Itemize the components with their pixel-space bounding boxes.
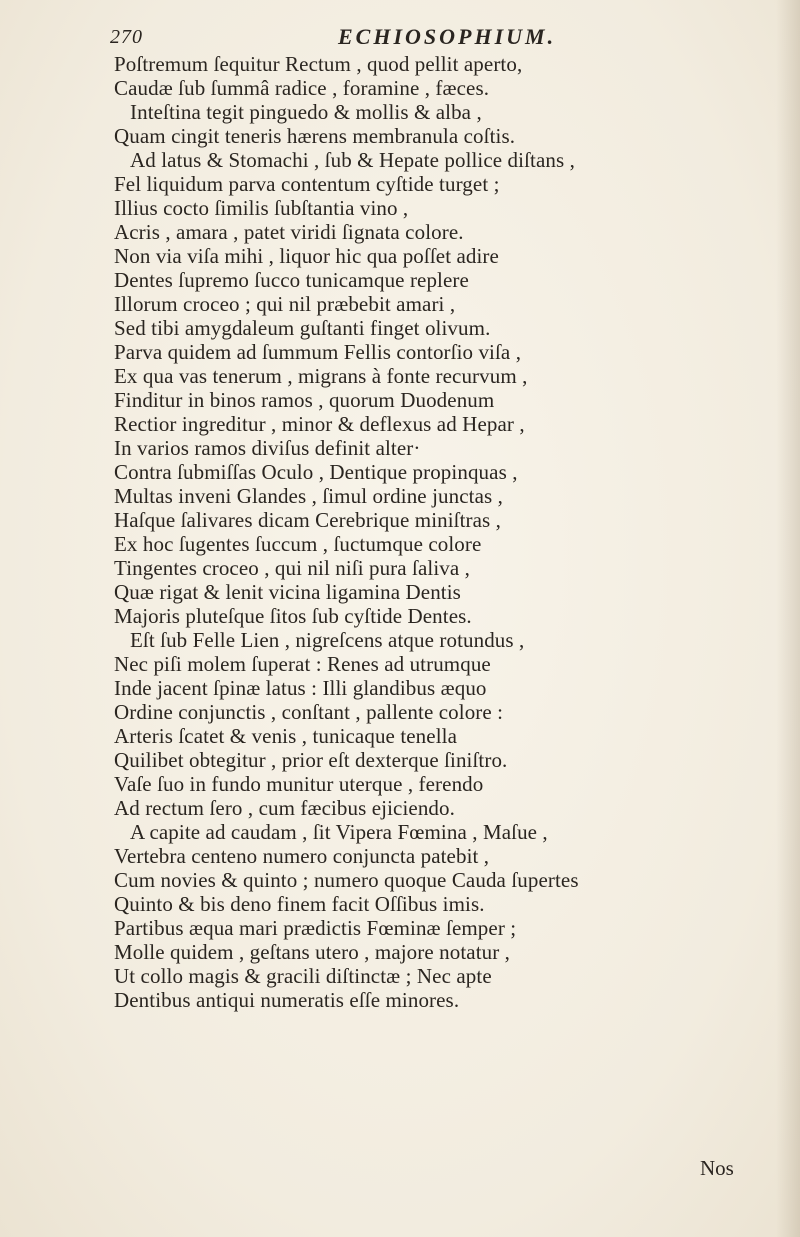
verse-line: Haſque ſalivares dicam Cerebrique miniſtras , <box>114 508 502 532</box>
verse-line: Vertebra centeno numero conjuncta patebit , <box>114 844 490 868</box>
verse-line: Eſt ſub Felle Lien , nigreſcens atque rotundus , <box>130 628 525 652</box>
verse-line: Fel liquidum parva contentum cyſtide turget ; <box>114 172 500 196</box>
verse-line: Ex hoc ſugentes ſuccum , ſuctumque colore <box>114 532 482 556</box>
page-edge-shadow <box>776 0 800 1237</box>
verse-line: Ordine conjunctis , conſtant , pallente colore : <box>114 700 504 724</box>
verse-line: Inde jacent ſpinæ latus : Illi glandibus æquo <box>114 676 487 700</box>
verse-line: Dentes ſupremo ſucco tunicamque replere <box>114 268 469 292</box>
verse-line: Multas inveni Glandes , ſimul ordine junctas , <box>114 484 503 508</box>
verse-line: Finditur in binos ramos , quorum Duodenum <box>114 388 495 412</box>
poem-body <box>96 52 776 1012</box>
verse-line: Sed tibi amygdaleum guſtanti finget olivum. <box>114 316 491 340</box>
verse-line: Acris , amara , patet viridi ſignata colore. <box>114 220 464 244</box>
page-number: 270 <box>110 26 143 48</box>
running-title: ECHIOSOPHIUM. <box>338 24 557 49</box>
verse-line: Quæ rigat & lenit vicina ligamina Dentis <box>114 580 461 604</box>
verse-line: Illorum croceo ; qui nil præbebit amari , <box>114 292 456 316</box>
verse-line: Ex qua vas tenerum , migrans à fonte recurvum , <box>114 364 528 388</box>
verse-line: Arteris ſcatet & venis , tunicaque tenella <box>114 724 457 748</box>
verse-line: Non via viſa mihi , liquor hic qua poſſet adire <box>114 244 499 268</box>
verse-line: Cum novies & quinto ; numero quoque Cauda ſupertes <box>114 868 579 892</box>
verse-line: Parva quidem ad ſummum Fellis contorſio viſa , <box>114 340 522 364</box>
verse-line: Majoris pluteſque ſitos ſub cyſtide Dentes. <box>114 604 472 628</box>
verse-line: Ad rectum ſero , cum fæcibus ejiciendo. <box>114 796 455 820</box>
verse-line: Illius cocto ſimilis ſubſtantia vino , <box>114 196 409 220</box>
catchword: Nos <box>700 1156 734 1180</box>
verse-line: Rectior ingreditur , minor & deflexus ad Hepar , <box>114 412 525 436</box>
verse-line: Contra ſubmiſſas Oculo , Dentique propinquas , <box>114 460 518 484</box>
verse-line: Tingentes croceo , qui nil niſi pura ſaliva , <box>114 556 470 580</box>
verse-line: Inteſtina tegit pinguedo & mollis & alba , <box>130 100 482 124</box>
verse-line: Molle quidem , geſtans utero , majore notatur , <box>114 940 511 964</box>
verse-line: Ad latus & Stomachi , ſub & Hepate pollice diſtans , <box>130 148 575 172</box>
verse-line: A capite ad caudam , ſit Vipera Fœmina , Maſue , <box>130 820 548 844</box>
verse-line: Poſtremum ſequitur Rectum , quod pellit aperto, <box>114 52 523 76</box>
page-header <box>110 20 750 54</box>
verse-line: Ut collo magis & gracili diſtinctæ ; Nec apte <box>114 964 492 988</box>
verse-line: Partibus æqua mari prædictis Fœminæ ſemper ; <box>114 916 517 940</box>
verse-line: Quilibet obtegitur , prior eſt dexterque ſiniſtro. <box>114 748 508 772</box>
verse-line: Dentibus antiqui numeratis eſſe minores. <box>114 988 460 1012</box>
verse-line: Quinto & bis deno finem facit Oſſibus imis. <box>114 892 485 916</box>
verse-line: Caudæ ſub ſummâ radice , foramine , fæces. <box>114 76 490 100</box>
verse-line: In varios ramos diviſus definit alter· <box>114 436 421 460</box>
verse-line: Vaſe ſuo in fundo munitur uterque , ferendo <box>114 772 484 796</box>
verse-line: Nec piſi molem ſuperat : Renes ad utrumque <box>114 652 491 676</box>
verse-line: Quam cingit teneris hærens membranula coſtis. <box>114 124 516 148</box>
